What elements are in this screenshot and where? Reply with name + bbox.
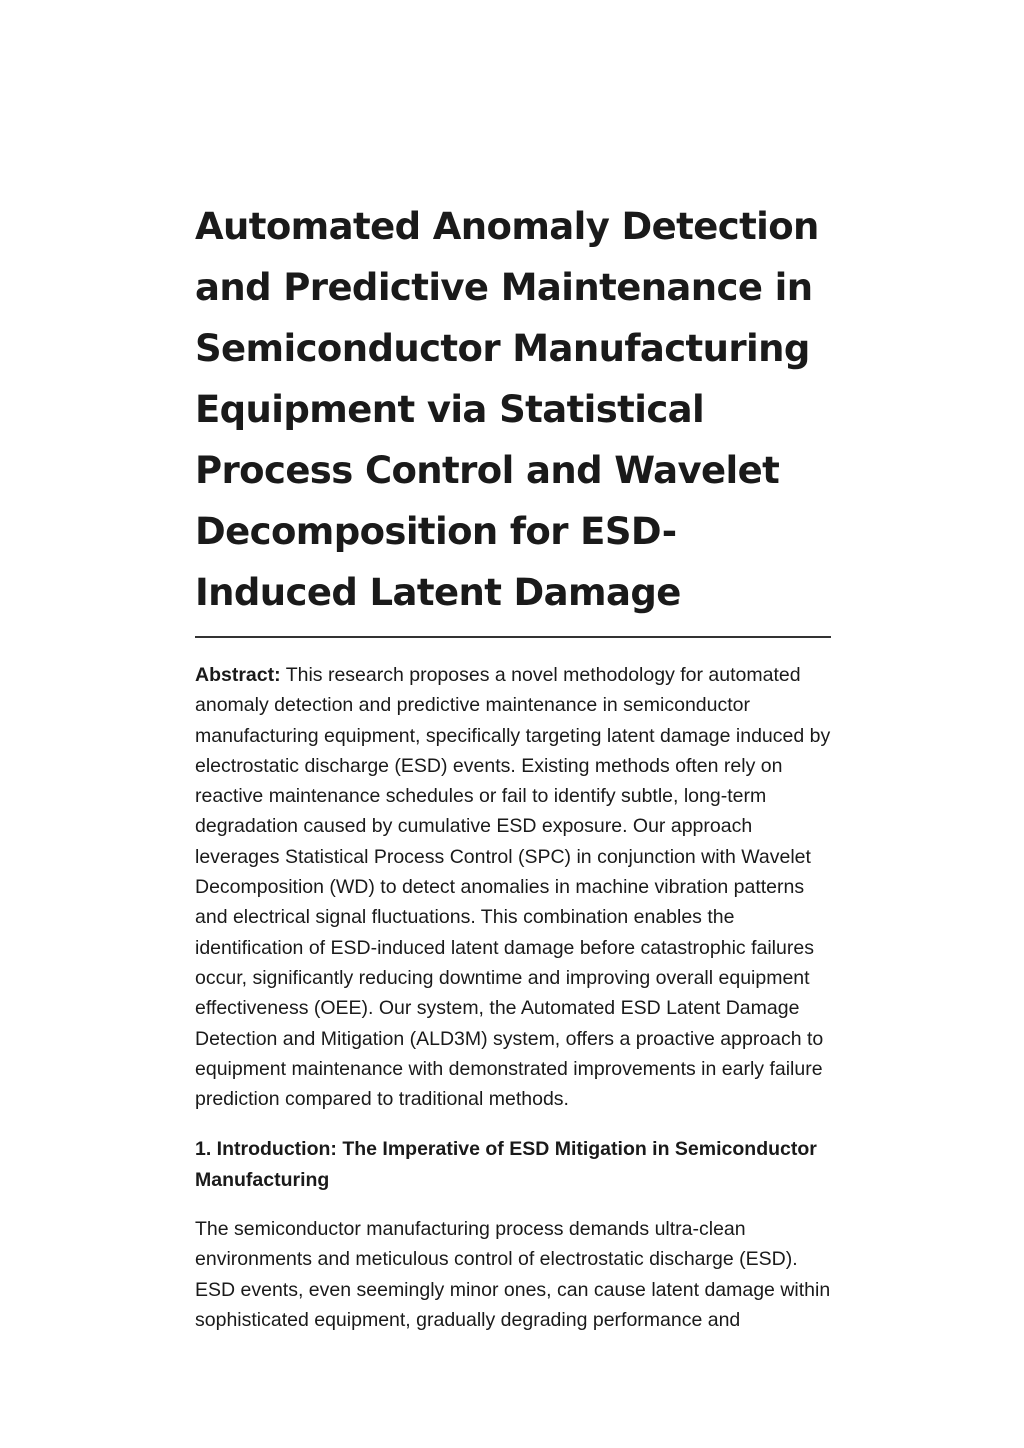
paper-title: Automated Anomaly Detection and Predictive Maintenance in Semiconductor Manufacturing Equipment via Statistical Process Control and Wavelet Decomposition for ESD-Induced Latent Damage bbox=[195, 205, 819, 614]
title-divider bbox=[195, 636, 831, 638]
abstract-text: This research proposes a novel methodology for automated anomaly detection and predictive maintenance in semiconductor manufacturing equipment, specifically targeting latent damage induced by electrostatic discharge (ESD) events. Existing methods often rely on reactive maintenance schedules or fail to identify subtle, long-term degradation caused by cumulative ESD exposure. Our approach leverages Statistical Process Control (SPC) in conjunction with Wavelet Decomposition (WD) to detect anomalies in machine vibration patterns and electrical signal fluctuations. This combination enables the identification of ESD-induced latent damage before catastrophic failures occur, significantly reducing downtime and improving overall equipment effectiveness (OEE). Our system, the Automated ESD Latent Damage Detection and Mitigation (ALD3M) system, offers a proactive approach to equipment maintenance with demonstrated improvements in early failure prediction compared to traditional methods. bbox=[195, 664, 831, 1111]
abstract-paragraph bbox=[195, 660, 831, 1114]
paper-page bbox=[195, 196, 831, 1335]
introduction-paragraph: The semiconductor manufacturing process demands ultra-clean environments and meticulous control of electrostatic discharge (ESD). ESD events, even seemingly minor ones, can cause latent damage within sophisticated equipment, gradually degrading performance and bbox=[195, 1218, 831, 1331]
abstract-label: Abstract: bbox=[195, 664, 281, 686]
section-heading-introduction: 1. Introduction: The Imperative of ESD Mitigation in Semiconductor Manufacturing bbox=[195, 1138, 817, 1191]
